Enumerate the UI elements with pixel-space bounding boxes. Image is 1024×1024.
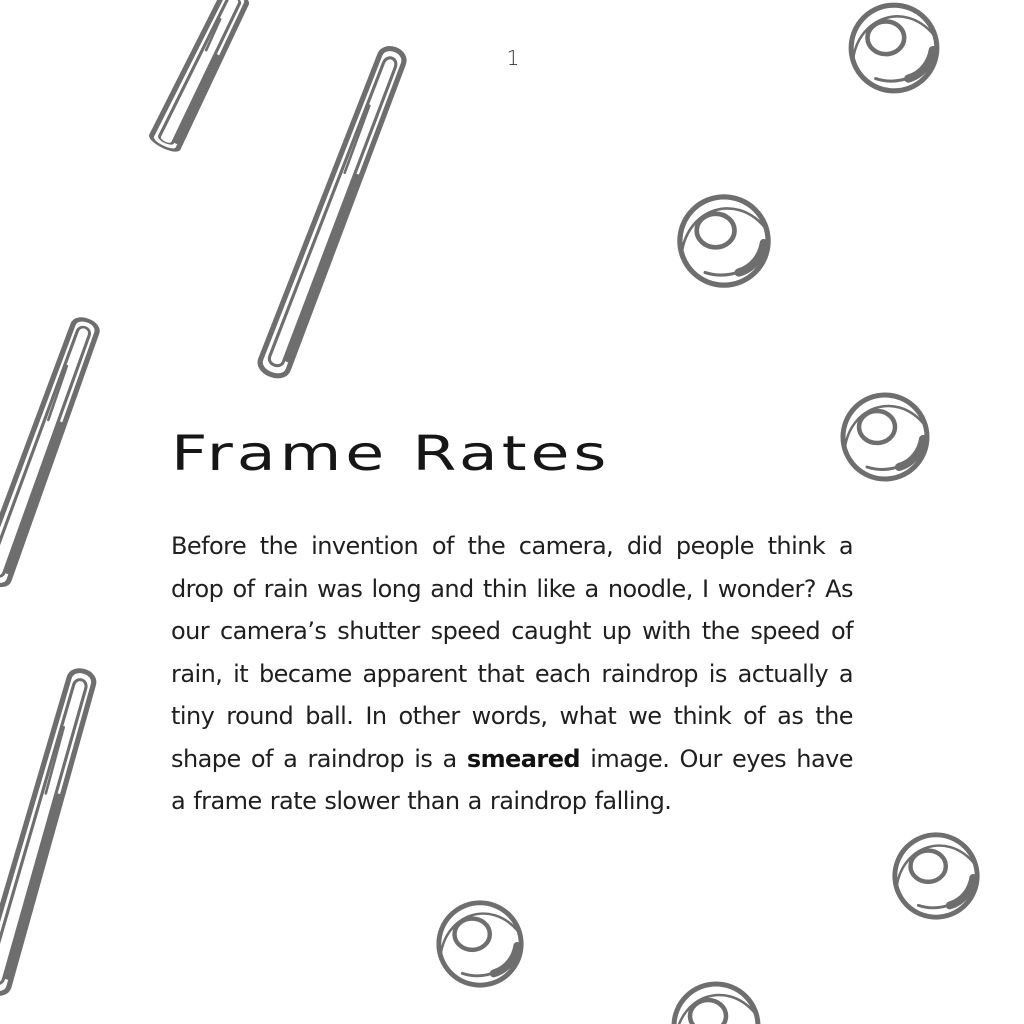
streak-raindrop (0, 316, 102, 589)
ball-raindrop (439, 903, 521, 985)
page-title: Frame Rates (171, 426, 611, 482)
ball-raindrop (680, 197, 768, 285)
emphasized-word: smeared (466, 744, 581, 773)
ball-raindrop (895, 835, 977, 917)
streak-raindrop (257, 44, 409, 379)
paragraph-text-start: Before the invention of the camera, did people think a drop of rain was long and thin like a noodle, I wonder? As our camera’s shutter speed caught up with the speed of rain, it became apparent that each raindrop is actually a tiny round ball. In other words, what we think of as the shape of a raindrop is a (171, 532, 853, 773)
ball-raindrop (843, 395, 927, 479)
streak-raindrop (0, 667, 98, 996)
ball-raindrop (851, 5, 937, 91)
ball-raindrop (674, 984, 758, 1024)
streak-raindrop (149, 0, 250, 153)
paragraph-text-end: image. Our eyes have a frame rate slower than a raindrop falling. (171, 744, 853, 815)
page-number: 1 (506, 46, 520, 70)
body-paragraph (171, 525, 853, 823)
